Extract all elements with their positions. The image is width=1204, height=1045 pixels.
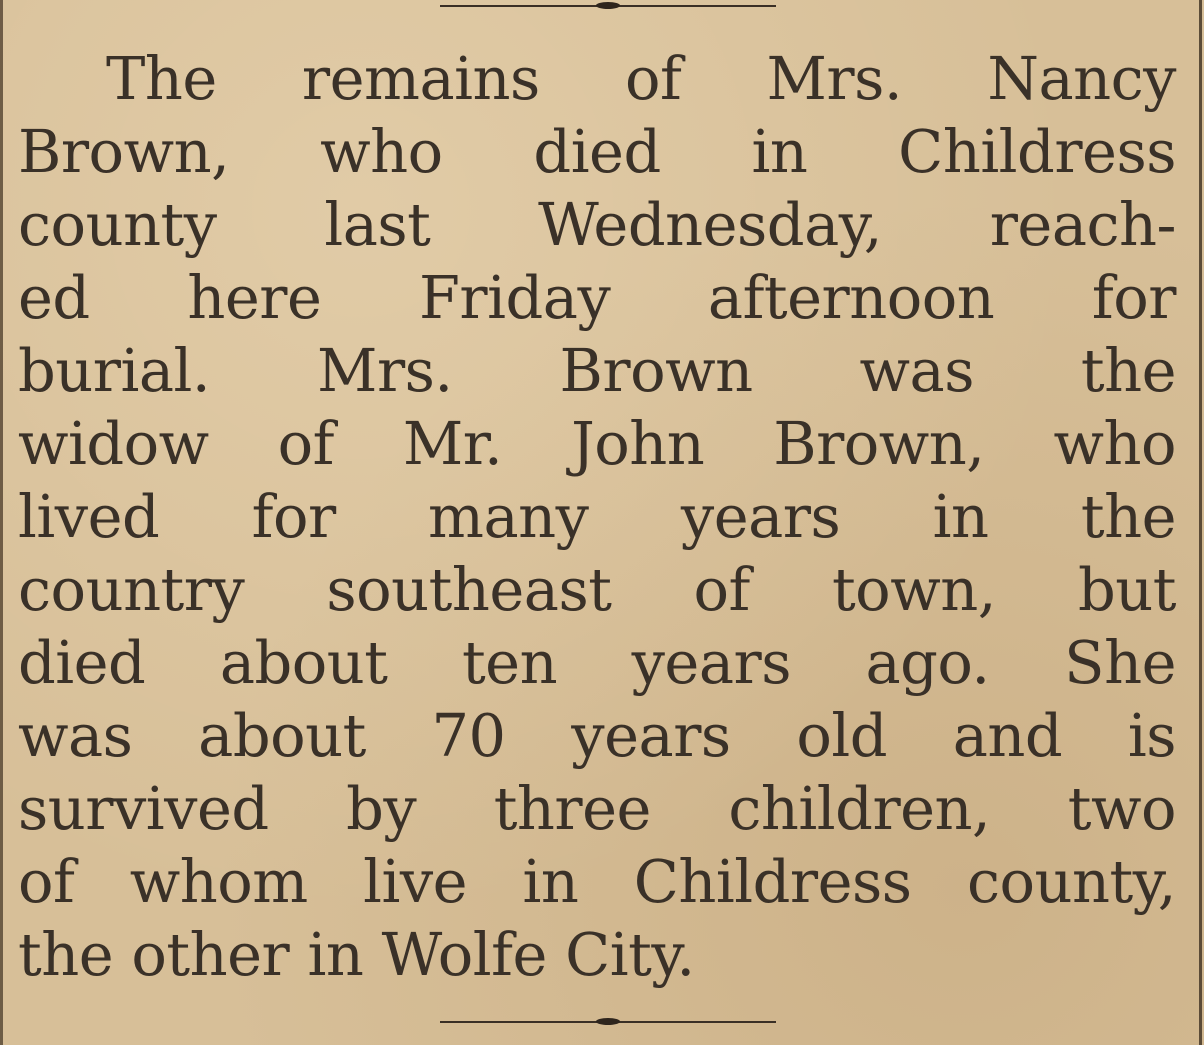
article-line-8: country southeast of town, but — [18, 555, 1176, 624]
obituary-article — [18, 42, 1176, 991]
article-line-10: was about 70 years old and is — [18, 701, 1176, 770]
article-line-13: the other in Wolfe City. — [18, 920, 695, 989]
top-divider-ornament — [596, 2, 620, 9]
article-line-2: Brown, who died in Childress — [18, 117, 1176, 186]
bottom-divider — [440, 1016, 776, 1028]
bottom-divider-ornament — [596, 1018, 620, 1025]
article-line-1: The remains of Mrs. Nancy — [106, 44, 1176, 113]
article-line-4: ed here Friday afternoon for — [18, 263, 1176, 332]
left-column-rule — [0, 0, 3, 1045]
article-line-6: widow of Mr. John Brown, who — [18, 409, 1176, 478]
top-divider — [440, 0, 776, 12]
article-line-12: of whom live in Childress county, — [18, 847, 1176, 916]
article-line-11: survived by three children, two — [18, 774, 1176, 843]
article-line-7: lived for many years in the — [18, 482, 1176, 551]
article-line-3: county last Wednesday, reach- — [18, 190, 1176, 259]
article-line-5: burial. Mrs. Brown was the — [18, 336, 1176, 405]
article-line-9: died about ten years ago. She — [18, 628, 1176, 697]
right-column-rule — [1199, 0, 1202, 1045]
